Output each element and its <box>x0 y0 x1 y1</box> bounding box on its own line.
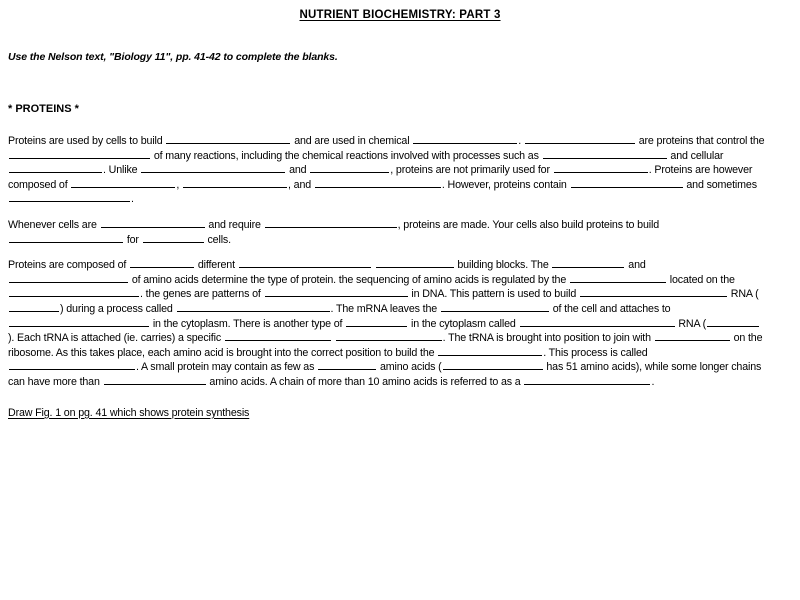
answer-blank-protein-synthesis-15[interactable] <box>520 317 675 327</box>
answer-blank-protein-synthesis-17[interactable] <box>225 331 331 341</box>
answer-blank-proteins-uses-3[interactable] <box>525 134 635 144</box>
answer-blank-protein-synthesis-22[interactable] <box>318 360 376 370</box>
paragraph-when-proteins-made: Whenever cells are and require , proteins are made. Your cells also build proteins to build for cells. <box>8 218 659 246</box>
answer-blank-protein-synthesis-3[interactable] <box>376 258 454 268</box>
answer-blank-protein-synthesis-16[interactable] <box>707 317 759 327</box>
answer-blank-proteins-uses-5[interactable] <box>543 149 667 159</box>
answer-blank-proteins-uses-9[interactable] <box>554 163 648 173</box>
answer-blank-proteins-uses-1[interactable] <box>166 134 290 144</box>
answer-blank-protein-synthesis-10[interactable] <box>9 302 59 312</box>
answer-blank-when-proteins-made-4[interactable] <box>143 233 204 243</box>
answer-blank-proteins-uses-13[interactable] <box>571 178 683 188</box>
answer-blank-protein-synthesis-11[interactable] <box>177 302 330 312</box>
answer-blank-protein-synthesis-19[interactable] <box>655 331 730 341</box>
paragraph-protein-synthesis: Proteins are composed of different building blocks. The and of amino acids determine the type of protein. the sequencing of amino acids is regulated by the located on the . the genes are patterns of in DNA. This pattern is used to build RNA () during a process called . The mRNA leaves the of the cell and attaches to in the cytoplasm. There is another type of in the cytoplasm called RNA (). Each tRNA is attached (ie. carries) a specific . The tRNA is brought into position to join with on the ribosome. As this takes place, each amino acid is brought into the correct position to build the . This process is called . A small protein may contain as few as amino acids ( has 51 amino acids), while some longer chains can have more than amino acids. A chain of more than 10 amino acids is referred to as a . <box>8 259 763 388</box>
answer-blank-when-proteins-made-1[interactable] <box>101 218 205 228</box>
answer-blank-when-proteins-made-3[interactable] <box>9 233 123 243</box>
answer-blank-proteins-uses-11[interactable] <box>183 178 287 188</box>
answer-blank-protein-synthesis-23[interactable] <box>443 360 543 370</box>
answer-blank-protein-synthesis-13[interactable] <box>9 317 149 327</box>
answer-blank-protein-synthesis-20[interactable] <box>438 346 542 356</box>
answer-blank-protein-synthesis-2[interactable] <box>239 258 371 268</box>
answer-blank-protein-synthesis-4[interactable] <box>552 258 624 268</box>
answer-blank-proteins-uses-10[interactable] <box>71 178 175 188</box>
answer-blank-protein-synthesis-25[interactable] <box>524 375 650 385</box>
instruction-line: Use the Nelson text, "Biology 11", pp. 41-42 to complete the blanks. <box>8 51 338 63</box>
answer-blank-protein-synthesis-12[interactable] <box>441 302 549 312</box>
draw-figure-instruction <box>0 390 800 419</box>
answer-blank-when-proteins-made-2[interactable] <box>265 218 397 228</box>
answer-blank-proteins-uses-12[interactable] <box>315 178 441 188</box>
answer-blank-protein-synthesis-21[interactable] <box>9 360 135 370</box>
answer-blank-proteins-uses-8[interactable] <box>310 163 389 173</box>
answer-blank-protein-synthesis-24[interactable] <box>104 375 206 385</box>
answer-blank-protein-synthesis-9[interactable] <box>580 287 727 297</box>
page-title-text: NUTRIENT BIOCHEMISTRY: PART 3 <box>299 9 501 21</box>
answer-blank-protein-synthesis-5[interactable] <box>9 273 128 283</box>
page-title <box>0 0 800 21</box>
answer-blank-proteins-uses-2[interactable] <box>413 134 517 144</box>
answer-blank-protein-synthesis-8[interactable] <box>265 287 408 297</box>
worksheet-body <box>0 115 800 390</box>
answer-blank-proteins-uses-14[interactable] <box>9 192 130 202</box>
answer-blank-proteins-uses-6[interactable] <box>9 163 102 173</box>
answer-blank-protein-synthesis-18[interactable] <box>336 331 442 341</box>
answer-blank-protein-synthesis-7[interactable] <box>9 287 139 297</box>
answer-blank-protein-synthesis-6[interactable] <box>570 273 666 283</box>
paragraph-proteins-uses: Proteins are used by cells to build and are used in chemical . are proteins that control the of many reactions, including the chemical reactions involved with processes such as and cellular . Unlike and , proteins are not primarily used for . Proteins are however composed of , , and . However, proteins contain and sometimes . <box>8 135 765 206</box>
answer-blank-proteins-uses-4[interactable] <box>9 149 150 159</box>
draw-figure-instruction-text: Draw Fig. 1 on pg. 41 which shows protein synthesis <box>8 406 250 419</box>
answer-blank-protein-synthesis-1[interactable] <box>130 258 194 268</box>
section-heading-proteins: * PROTEINS * <box>8 103 79 115</box>
answer-blank-proteins-uses-7[interactable] <box>141 163 285 173</box>
answer-blank-protein-synthesis-14[interactable] <box>346 317 407 327</box>
